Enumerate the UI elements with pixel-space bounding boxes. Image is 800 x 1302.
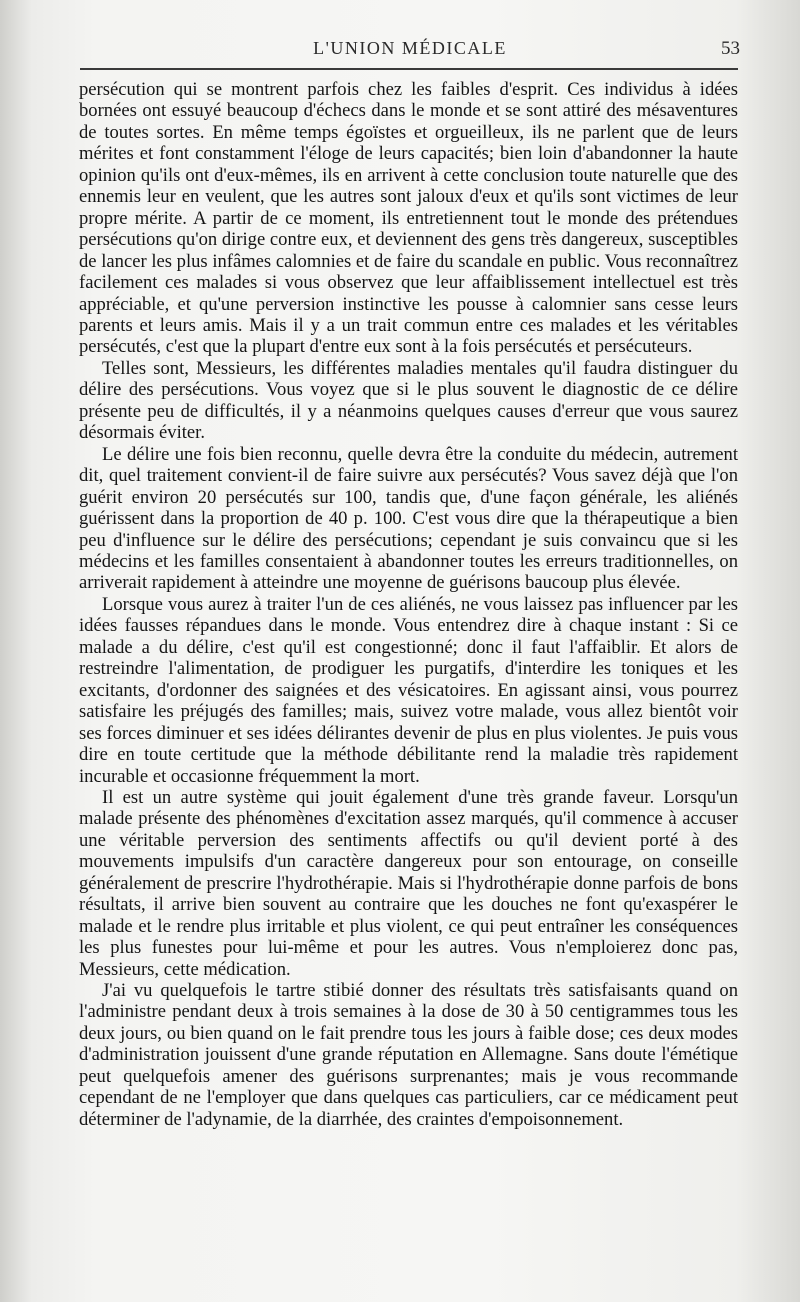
- journal-title: L'UNION MÉDICALE: [313, 38, 507, 58]
- paragraph: Telles sont, Messieurs, les différentes maladies mentales qu'il faudra distinguer du délire des persécutions. Vous voyez que si le plus souvent le diagnostic de ce délire présente peu de difficultés, il y a néanmoins quelques causes d'erreur que vous saurez désormais éviter.: [79, 357, 738, 444]
- paragraph: Le délire une fois bien reconnu, quelle devra être la conduite du médecin, autrement dit, quel traitement convient-il de faire suivre aux persécutés? Vous savez déjà que l'on guérit environ 20 persécutés sur 100, tandis que, d'une façon générale, les aliénés guérissent dans la proportion de 40 p. 100. C'est vous dire que la thérapeutique a bien peu d'influence sur le délire des persécutions; cependant je suis convaincu que si les médecins et les familles consentaient à abandonner toutes les erreurs traditionnelles, on arriverait rapidement à atteindre une moyenne de guérisons baucoup plus élevée.: [79, 443, 738, 594]
- body-text: [79, 79, 738, 1130]
- paragraph: Il est un autre système qui jouit également d'une très grande faveur. Lorsqu'un malade présente des phénomènes d'excitation assez marqués, qu'il commence à accuser une véritable perversion des sentiments affectifs ou qu'il devient porté à des mouvements impulsifs d'un caractère dangereux pour son entourage, on conseille généralement de prescrire l'hydrothérapie. Mais si l'hydrothérapie donne parfois de bons résultats, il arrive bien souvent au contraire que les douches ne font qu'exaspérer le malade et le rendre plus irritable et plus violent, ce qui peut entraîner les conséquences les plus funestes pour lui-même et pour les autres. Vous n'emploierez donc pas, Messieurs, cette médication.: [79, 786, 738, 980]
- paragraph: Lorsque vous aurez à traiter l'un de ces aliénés, ne vous laissez pas influencer par les idées fausses répandues dans le monde. Vous entendrez dire à chaque instant : Si ce malade a du délire, c'est qu'il est congestionné; donc il faut l'affaiblir. Et alors de restreindre l'alimentation, de prodiguer les purgatifs, d'interdire les toniques et les excitants, d'ordonner des saignées et des vésicatoires. En agissant ainsi, vous pourrez satisfaire les préjugés des familles; mais, suivez votre malade, vous allez bientôt voir ses forces diminuer et ses idées délirantes devenir de plus en plus violentes. Je puis vous dire en toute certitude que la méthode débilitante rend la maladie très rapidement incurable et occasionne fréquemment la mort.: [79, 593, 738, 787]
- paragraph: J'ai vu quelquefois le tartre stibié donner des résultats très satisfaisants quand on l'administre pendant deux à trois semaines à la dose de 30 à 50 centigrammes tous les deux jours, ou bien quand on le fait prendre tous les jours à faible dose; ces deux modes d'administration jouissent d'une grande réputation en Allemagne. Sans doute l'émétique peut quelquefois amener des guérisons surprenantes; mais je vous recommande cependant de ne l'employer que dans quelques cas particuliers, car ce médicament peut déterminer de l'adynamie, de la diarrhée, des craintes d'empoisonnement.: [79, 980, 738, 1130]
- running-header: [80, 38, 740, 62]
- paragraph-continued: persécution qui se montrent parfois chez les faibles d'esprit. Ces individus à idées bornées ont essuyé beaucoup d'échecs dans le monde et se sont attiré des mésaventures de toutes sortes. En même temps égoïstes et orgueilleux, ils ne parlent que de leurs mérites et font constamment l'éloge de leurs capacités; bien loin d'abandonner la haute opinion qu'ils ont d'eux-mêmes, ils en arrivent à cette conclusion toute naturelle que des ennemis leur en veulent, que les autres sont jaloux d'eux et qu'ils sont victimes de leur propre mérite. A partir de ce moment, ils entretiennent tout le monde des prétendues persécutions qu'on dirige contre eux, et deviennent des gens très dangereux, susceptibles de lancer les plus infâmes calomnies et de faire du scandale en public. Vous reconnaîtrez facilement ces malades si vous observez que leur affaiblissement intellectuel est très appréciable, et qu'une perversion instinctive les pousse à calomnier sans cesse leurs parents et leurs amis. Mais il y a un trait commun entre ces malades et les véritables persécutés, c'est que la plupart d'entre eux sont à la fois persécutés et persécuteurs.: [79, 79, 738, 358]
- header-rule: [80, 68, 738, 70]
- page-number: 53: [721, 38, 740, 59]
